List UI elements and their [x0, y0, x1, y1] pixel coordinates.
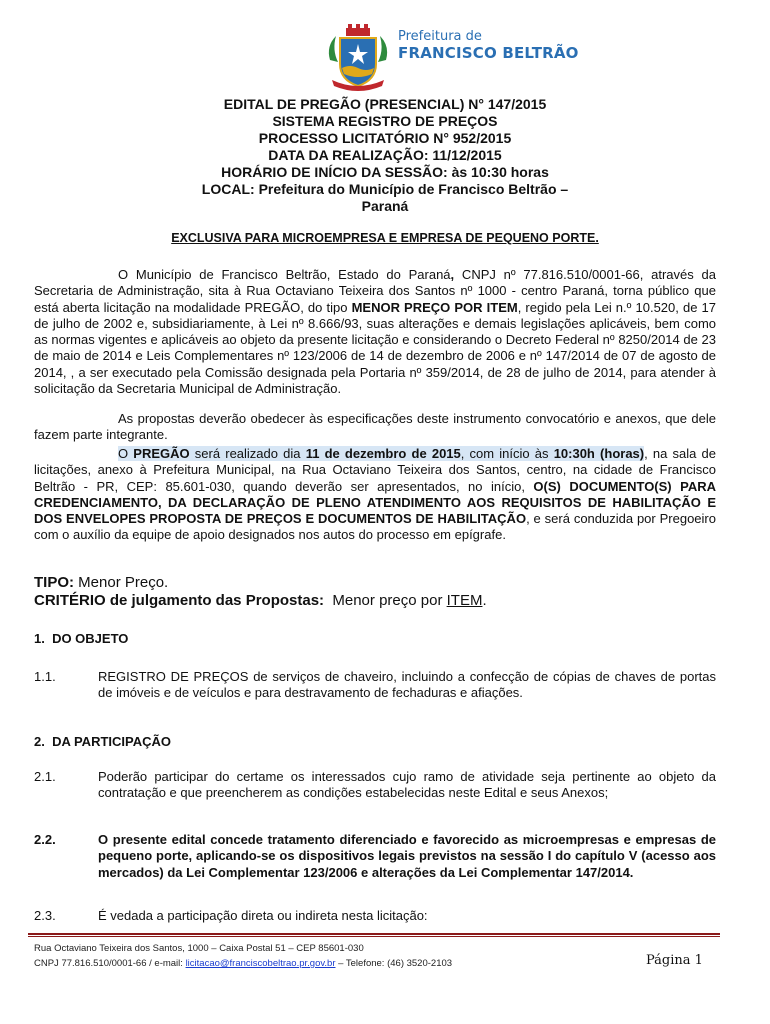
p3-hl-d: , com início às [460, 446, 554, 461]
criterio-value: Menor preço por [324, 592, 447, 609]
page-number: Página 1 [646, 953, 703, 968]
p3-pregao: PREGÃO [133, 446, 190, 461]
p3-bold-documents: O(S) DOCUMENTO(S) PARA CREDENCIAMENTO, DA DECLARAÇÃO DE PLENO ATENDIMENTO AOS REQUISITOS DE HABILITAÇÃO E DOS ENVELOPES PROPOSTA DE PREÇOS E DOCUMENTOS DE HABILITAÇÃO [34, 478, 716, 527]
p1-part-a: O Município de Francisco Beltrão, Estado do Paraná [118, 267, 451, 282]
p3-hl-a: O [118, 446, 134, 461]
item-2-2-number: 2.2. [34, 832, 56, 847]
p1-part-b: CNPJ nº 77.816.510/0001-66, através da Secretaria de Administração, sita à Rua Octaviano Teixeira dos Santos nº 1000 - centro Paraná, torna público que está aberta licitação na modalidade PREGÃO, do tipo [34, 267, 716, 315]
prefeitura-logo-text [398, 30, 579, 61]
section-2-title: 2. DA PARTICIPAÇÃO [34, 734, 171, 749]
item-1-1-text: REGISTRO DE PREÇOS de serviços de chaveiro, incluindo a confecção de cópias de chaves de portas de imóveis e de veículos e para destravamento de fechaduras e afiações. [98, 669, 716, 701]
title-line-7: Paraná [361, 198, 409, 214]
criterio-item: ITEM [446, 592, 483, 609]
footer-cnpj: CNPJ 77.816.510/0001-66 / e-mail: [34, 958, 186, 969]
tipo-block [34, 574, 487, 610]
intro-paragraph-3 [34, 446, 716, 544]
p3-part-a: , na sala de licitações, anexo à Prefeitura Municipal, na Rua Octaviano Teixeira dos Santos, centro, na cidade de Francisco Beltrão - PR, CEP: 85.601-030, quando deverão ser apresentados, no início, [34, 446, 716, 494]
exclusive-notice: EXCLUSIVA PARA MICROEMPRESA E EMPRESA DE PEQUENO PORTE. [171, 231, 599, 245]
item-2-1-number: 2.1. [34, 769, 56, 784]
item-2-3-number: 2.3. [34, 908, 56, 923]
item-2-2-text: O presente edital concede tratamento diferenciado e favorecido as microempresas e empresas de pequeno porte, aplicando-se os dispositivos legais previstos na sessão I do capítulo V (acesso aos mercados) da Lei Complementar 123/2006 e alterações da Lei Complementar 147/2014. [98, 832, 716, 880]
tipo-value: Menor Preço. [74, 574, 169, 591]
tipo-label: TIPO: [34, 574, 74, 591]
p3-date: 11 de dezembro de 2015 [305, 446, 461, 461]
footer-address [34, 941, 452, 971]
p3-hl-c: será realizado dia [189, 446, 306, 461]
title-line-3: PROCESSO LICITATÓRIO N° 952/2015 [258, 130, 512, 146]
title-line-5: HORÁRIO DE INÍCIO DA SESSÃO: às 10:30 horas [221, 164, 549, 180]
edital-title-block [0, 96, 770, 215]
footer-email-link[interactable]: licitacao@franciscobeltrao.pr.gov.br [185, 958, 336, 969]
item-2-3-text: É vedada a participação direta ou indireta nesta licitação: [98, 908, 428, 923]
footer-divider [28, 933, 720, 935]
criterio-line [34, 592, 487, 610]
logo-small-text: Prefeitura de [398, 29, 482, 44]
intro-paragraph-2: As propostas deverão obedecer às especificações deste instrumento convocatório e anexos, que dele fazem parte integrante. [34, 411, 716, 443]
p3-time: 10:30h (horas) [553, 446, 645, 461]
footer-line-1: Rua Octaviano Teixeira dos Santos, 1000 – Caixa Postal 51 – CEP 85601-030 [34, 943, 364, 954]
intro-paragraph-1 [34, 267, 716, 397]
title-line-6: LOCAL: Prefeitura do Município de Francisco Beltrão – [201, 181, 569, 197]
title-line-1: EDITAL DE PREGÃO (PRESENCIAL) N° 147/2015 [223, 96, 547, 112]
p1-part-c: , regido pela Lei n.º 10.520, de 17 de julho de 2002 e, subsidiariamente, à Lei nº 8.666/93, suas alterações e demais legislações aplicáveis, bem como as normas vigentes e aplicáveis ao objeto da presente licitação e considerando o Decreto Federal nº 8250/2014 de 23 de maio de 2014 e Leis Complementares nº 123/2006 de 14 de dezembro de 2006 e nº 147/2014 de 07 de agosto de 2014, , a ser executado pela Comissão designada pela Portaria nº 359/2014, de 28 de julho de 2014, para atender à solicitação da Secretaria Municipal de Administração. [34, 299, 716, 397]
footer-line-2 [34, 956, 452, 971]
footer-phone: – Telefone: (46) 3520-2103 [335, 958, 453, 969]
title-line-4: DATA DA REALIZAÇÃO: 11/12/2015 [268, 147, 502, 163]
footer-divider-thin [28, 936, 720, 937]
p3-part-b: , e será conduzida por Pregoeiro com o auxílio da equipe de apoio designados nos autos do processo em epígrafe. [34, 511, 716, 543]
tipo-line [34, 574, 487, 592]
city-coat-of-arms-logo [322, 22, 394, 94]
p1-comma: , [450, 267, 455, 282]
item-1-1-number: 1.1. [34, 669, 56, 684]
title-line-2: SISTEMA REGISTRO DE PREÇOS [272, 113, 498, 129]
section-1-title: 1. DO OBJETO [34, 631, 129, 646]
logo-city-name: FRANCISCO BELTRÃO [398, 44, 579, 62]
criterio-end: . [482, 592, 487, 609]
p1-bold-tipo: MENOR PREÇO POR ITEM [351, 299, 518, 315]
item-2-1-text: Poderão participar do certame os interessados cujo ramo de atividade seja pertinente ao objeto da contratação e que preencherem as condições estabelecidas neste Edital e seus Anexos; [98, 769, 716, 801]
criterio-label: CRITÉRIO de julgamento das Propostas: [34, 592, 325, 609]
p3-highlight [118, 446, 644, 461]
